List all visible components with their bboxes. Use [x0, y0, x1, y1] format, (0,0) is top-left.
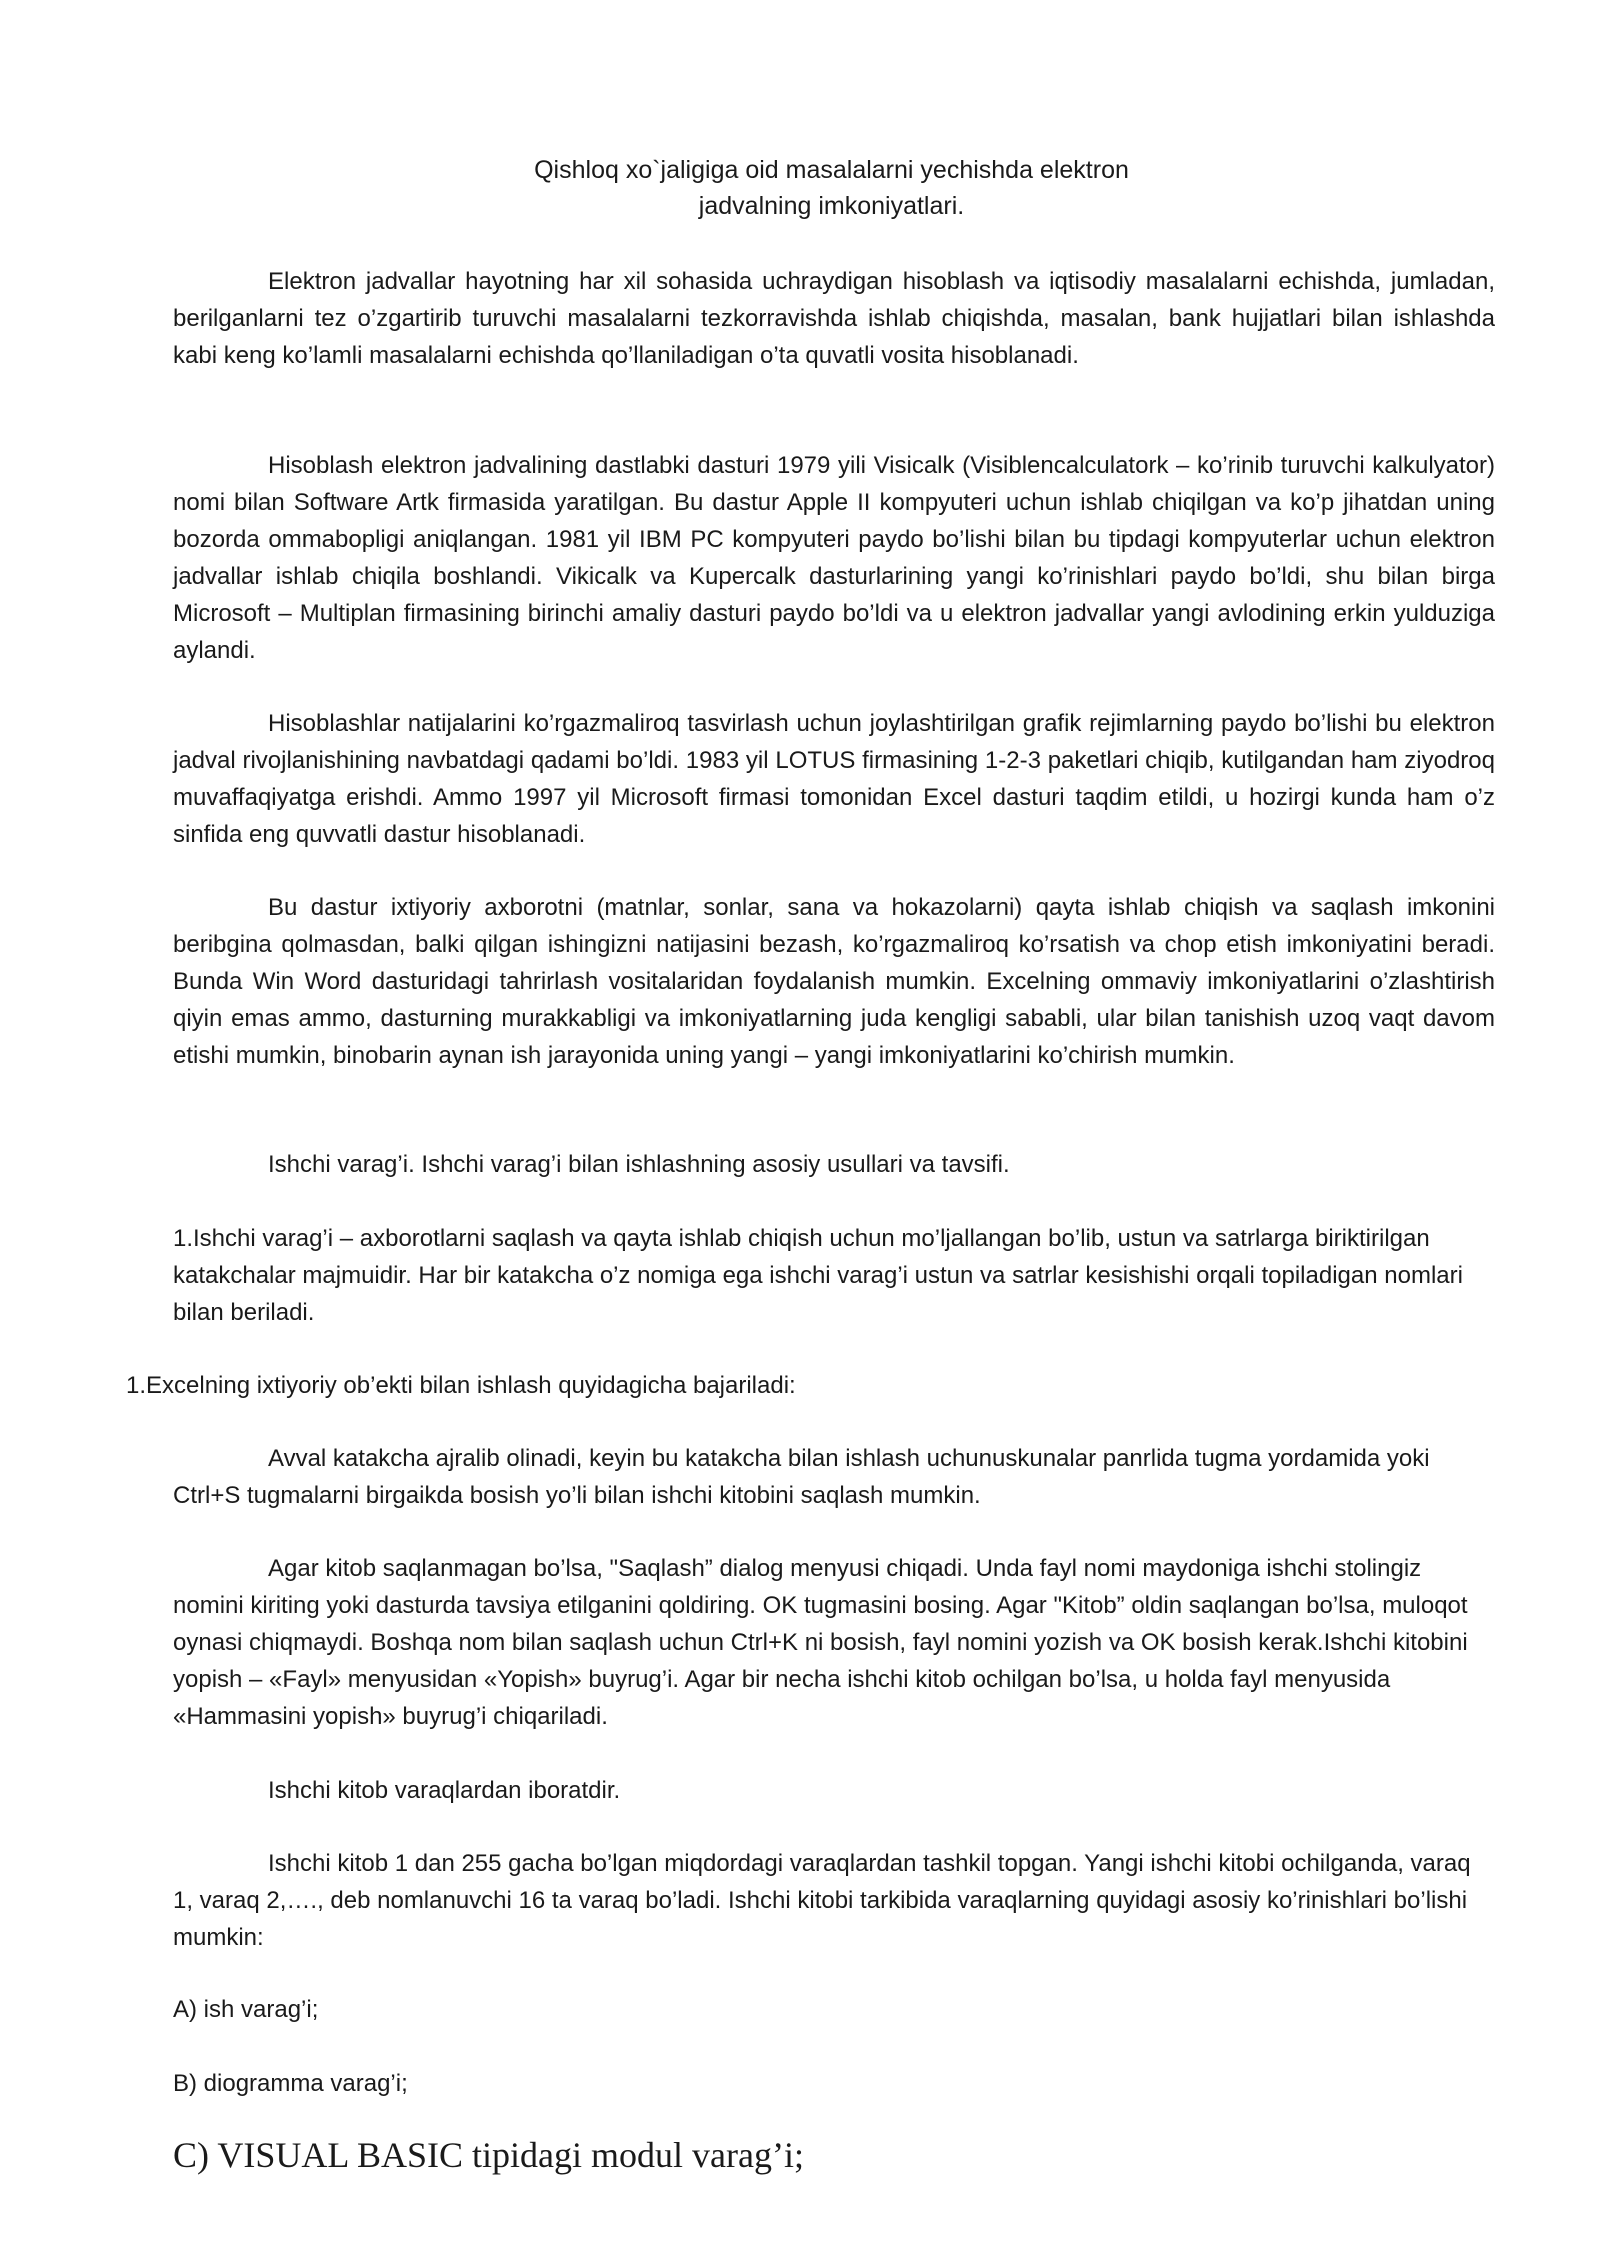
- title-line-1: Qishloq xo`jaligiga oid masalalarni yechishda elektron: [534, 156, 1129, 184]
- paragraph-worksheet-definition: 1.Ishchi varag’i – axborotlarni saqlash va qayta ishlab chiqish uchun mo’ljallangan bo’lib, ustun va satrlarga biriktirilgan katakchalar majmuidir. Har bir katakcha o’z nomiga ega ishchi varag’i ustun va satrlar kesishishi orqali topiladigan nomlari bilan beriladi.: [173, 1225, 1463, 1326]
- paragraph-capabilities: Bu dastur ixtiyoriy axborotni (matnlar, sonlar, sana va hokazolarni) qayta ishlab chiqish va saqlash imkonini beribgina qolmasdan, balki qilgan ishingizni natijasini bezash, ko’rgazmaliroq ko’rsatish va chop etish imkoniyatini beradi. Bunda Win Word dasturidagi tahrirlash vositalaridan foydalanish mumkin. Excelning ommaviy imkoniyatlarini o’zlashtirish qiyin emas ammo, dasturning murakkabligi va imkoniyatlarning juda kengligi sababli, ular bilan tanishish uzoq vaqt davom etishi mumkin, binobarin aynan ish jarayonida uning yangi – yangi imkoniyatlarini ko’chirish mumkin.: [173, 894, 1495, 1069]
- list-item-a: A) ish varag’i;: [173, 1996, 319, 2023]
- list-item-b: B) diogramma varag’i;: [173, 2070, 408, 2097]
- paragraph-sheet-count: Ishchi kitob 1 dan 255 gacha bo’lgan miqdordagi varaqlardan tashkil topgan. Yangi ishchi kitobi ochilganda, varaq 1, varaq 2,…., deb nomlanuvchi 16 ta varaq bo’ladi. Ishchi kitobi tarkibida varaqlarning quyidagi asosiy ko’rinishlari bo’lishi mumkin:: [173, 1850, 1471, 1951]
- list-item-c: C) VISUAL BASIC tipidagi modul varag’i;: [173, 2135, 804, 2175]
- paragraph-object-steps: 1.Excelning ixtiyoriy ob’ekti bilan ishlash quyidagicha bajariladi:: [126, 1372, 796, 1399]
- paragraph-graphics: Hisoblashlar natijalarini ko’rgazmaliroq tasvirlash uchun joylashtirilgan grafik rejimlarning paydo bo’lishi bu elektron jadval rivojlanishining navbatdagi qadami bo’ldi. 1983 yil LOTUS firmasining 1-2-3 paketlari chiqib, kutilgandan ham ziyodroq muvaffaqiyatga erishdi. Ammo 1997 yil Microsoft firmasi tomonidan Excel dasturi taqdim etildi, u hozirgi kunda ham o’z sinfida eng quvvatli dastur hisoblanadi.: [173, 710, 1495, 848]
- paragraph-select-cell: Avval katakcha ajralib olinadi, keyin bu katakcha bilan ishlash uchunuskunalar panrlida tugma yordamida yoki Ctrl+S tugmalarni birgaikda bosish yo’li bilan ishchi kitobini saqlash mumkin.: [173, 1445, 1430, 1509]
- document-title: [0, 152, 1600, 224]
- title-line-2: jadvalning imkoniyatlari.: [698, 192, 965, 220]
- paragraph-history: Hisoblash elektron jadvalining dastlabki dasturi 1979 yili Visicalk (Visiblencalculatork – ko’rinib turuvchi kalkulyator) nomi bilan Software Artk firmasida yaratilgan. Bu dastur Apple II kompyuteri uchun ishlab chiqilgan va ko’p jihatdan uning bozorda ommabopligi aniqlangan. 1981 yil IBM PC kompyuteri paydo bo’lishi bilan bu tipdagi kompyuterlar uchun elektron jadvallar ishlab chiqila boshlandi. Vikicalk va Kupercalk dasturlarining yangi ko’rinishlari paydo bo’ldi, shu bilan birga Microsoft – Multiplan firmasining birinchi amaliy dasturi paydo bo’ldi va u elektron jadvallar yangi avlodining erkin yulduziga aylandi.: [173, 452, 1495, 664]
- paragraph-save-dialog: Agar kitob saqlanmagan bo’lsa, "Saqlash” dialog menyusi chiqadi. Unda fayl nomi maydoniga ishchi stolingiz nomini kiriting yoki dasturda tavsiya etilganini qoldiring. OK tugmasini bosing. Agar "Kitob” oldin saqlangan bo’lsa, muloqot oynasi chiqmaydi. Boshqa nom bilan saqlash uchun Ctrl+K ni bosish, fayl nomini yozish va OK bosish kerak.Ishchi kitobini yopish – «Fayl» menyusidan «Yopish» buyrug’i. Agar bir necha ishchi kitob ochilgan bo’lsa, u holda fayl menyusida «Hammasini yopish» buyrug’i chiqariladi.: [173, 1555, 1468, 1730]
- paragraph-workbook-sheets: Ishchi kitob varaqlardan iboratdir.: [268, 1777, 621, 1804]
- section-heading-worksheet: Ishchi varag’i. Ishchi varag’i bilan ishlashning asosiy usullari va tavsifi.: [268, 1151, 1010, 1178]
- paragraph-intro: Elektron jadvallar hayotning har xil sohasida uchraydigan hisoblash va iqtisodiy masalalarni echishda, jumladan, berilganlarni tez o’zgartirib turuvchi masalalarni tezkorravishda ishlab chiqishda, masalan, bank hujjatlari bilan ishlashda kabi keng ko’lamli masalalarni echishda qo’llaniladigan o’ta quvatli vosita hisoblanadi.: [173, 268, 1495, 369]
